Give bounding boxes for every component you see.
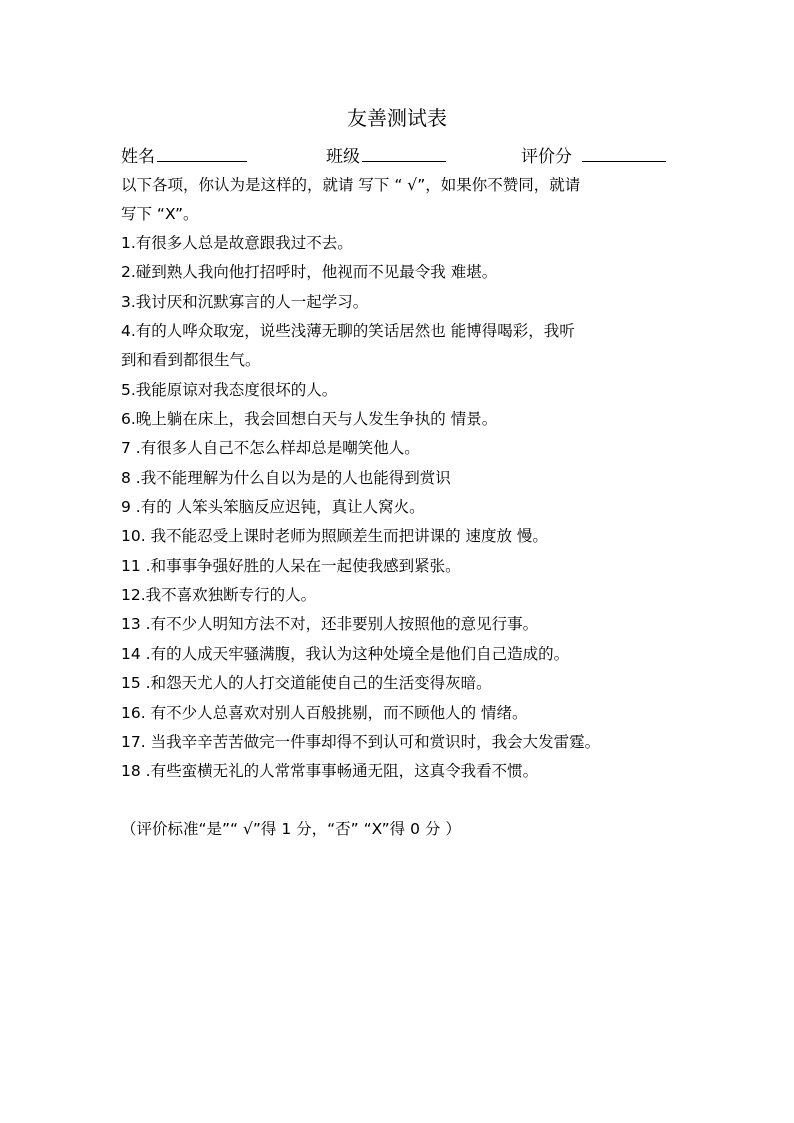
list-item: 6.晚上躺在床上，我会回想白天与人发生争执的 情景。: [121, 410, 498, 428]
scoring-criteria: （评价标准“是”“ √”得 1 分，“否” “X”得 0 分 ）: [121, 820, 461, 838]
list-item: 3.我讨厌和沉默寡言的人一起学习。: [121, 293, 369, 311]
list-item: 8 .我不能理解为什么自以为是的人也能得到赏识: [121, 469, 451, 487]
name-blank[interactable]: [157, 143, 247, 162]
intro-line-1: 以下各项，你认为是这样的，就请 写下 “ √”，如果你不赞同，就请: [121, 176, 581, 194]
score-blank[interactable]: [582, 143, 666, 162]
intro-line-2: 写下 “X”。: [121, 205, 199, 223]
class-field: [326, 143, 446, 170]
list-item: 4.有的人哗众取宠，说些浅薄无聊的笑话居然也 能博得喝彩，我听: [121, 322, 575, 340]
class-label: 班级: [326, 147, 360, 167]
list-item: 5.我能原谅对我态度很坏的人。: [121, 381, 338, 399]
list-item: 7 .有很多人自己不怎么样却总是嘲笑他人。: [121, 439, 420, 457]
list-item: 16. 有不少人总喜欢对别人百般挑剔，而不顾他人的 情绪。: [121, 704, 528, 722]
list-item: 13 .有不少人明知方法不对，还非要别人按照他的意见行事。: [121, 615, 539, 633]
list-item: 18 .有些蛮横无礼的人常常事事畅通无阻，这真令我看不惯。: [121, 762, 539, 780]
list-item: 1.有很多人总是故意跟我过不去。: [121, 234, 353, 252]
list-item: 15 .和怨天尤人的人打交道能使自己的生活变得灰暗。: [121, 674, 492, 692]
name-field: [121, 143, 247, 170]
class-blank[interactable]: [362, 143, 446, 162]
list-item: 17. 当我辛辛苦苦做完一件事却得不到认可和赏识时，我会大发雷霆。: [121, 733, 601, 751]
info-row: [121, 143, 681, 171]
name-label: 姓名: [121, 147, 155, 167]
score-label: 评价分: [521, 147, 572, 167]
list-item: 14 .有的人成天牢骚满腹，我认为这种处境全是他们自己造成的。: [121, 645, 570, 663]
list-item: 2.碰到熟人我向他打招呼时，他视而不见最令我 难堪。: [121, 263, 498, 281]
list-item: 12.我不喜欢独断专行的人。: [121, 586, 317, 604]
list-item: 10. 我不能忍受上课时老师为照顾差生而把讲课的 速度放 慢。: [121, 527, 548, 545]
list-item: 9 .有的 人笨头笨脑反应迟钝，真让人窝火。: [121, 498, 425, 516]
list-item: 到和看到都很生气。: [121, 351, 261, 369]
page-title: 友善测试表: [347, 106, 447, 130]
list-item: 11 .和事事争强好胜的人呆在一起使我感到紧张。: [121, 557, 461, 575]
score-field: [521, 143, 666, 170]
